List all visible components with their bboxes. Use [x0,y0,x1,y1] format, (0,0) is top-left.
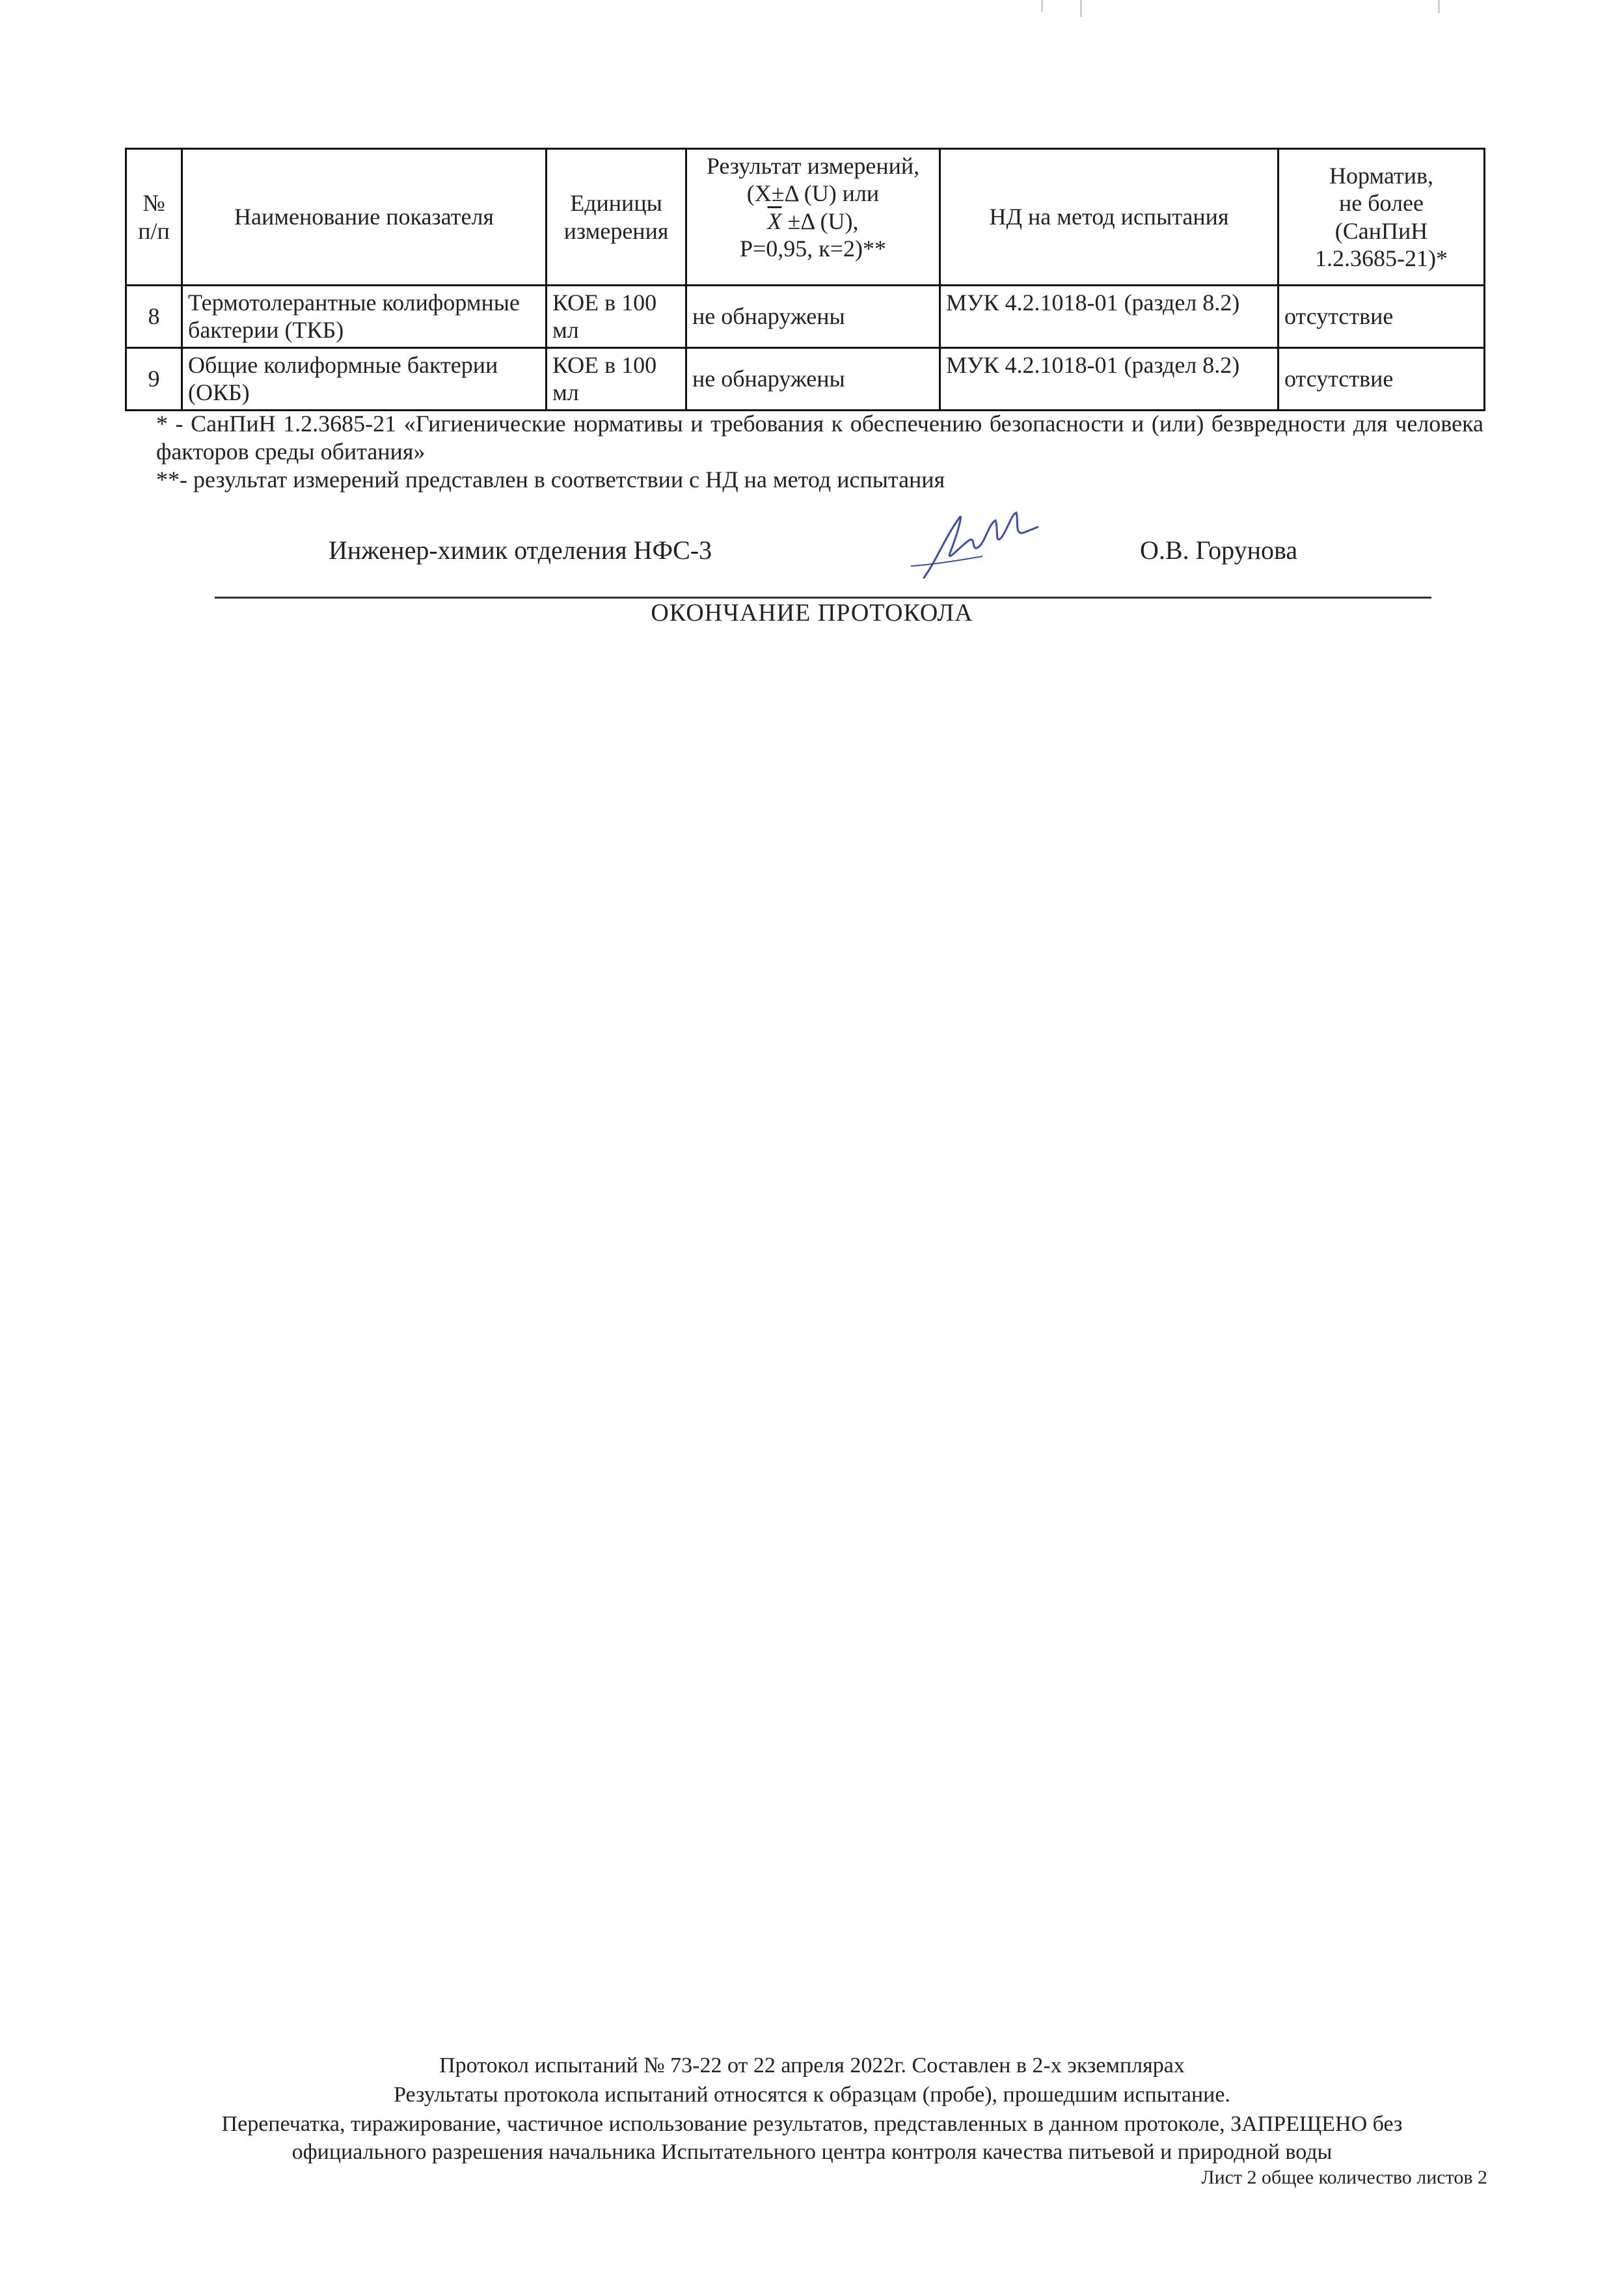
row-method: МУК 4.2.1018-01 (раздел 8.2) [940,286,1279,348]
results-table [125,148,1485,411]
header-method: НД на метод испытания [940,149,1279,286]
header-result-line2: (Х±Δ (U) или [746,180,880,207]
header-result-line1: Результат измерений, [706,153,920,179]
footer-permission-line: официального разрешения начальника Испытательного центра контроля качества питьевой и природной воды [291,2140,1333,2164]
footer-results-note: Результаты протокола испытаний относятся к образцам (пробе), прошедшим испытание. [394,2083,1230,2107]
header-norm-line1: Норматив, [1329,162,1434,189]
header-norm [1279,149,1485,286]
scan-mark [1041,0,1043,12]
x-bar-symbol: $\overline{X}$ [767,208,782,234]
header-result-line4: P=0,95, к=2)** [739,236,887,262]
table-header-row [126,149,1485,286]
row-name: Общие колиформные бактерии (ОКБ) [182,347,547,410]
row-result: не обнаружены [686,286,940,348]
footer-copy-warning: Перепечатка, тиражирование, частичное использование результатов, представленных в данном протоколе, ЗАПРЕЩЕНО без [221,2112,1403,2136]
header-norm-line4: 1.2.3685-21)* [1315,245,1448,271]
footnote-sanpin: * - СанПиН 1.2.3685-21 «Гигиенические нормативы и требования к обеспечению безопасности и (или) безвредности для человека факторов среды обитания» [156,411,1483,465]
header-num: № п/п [126,149,182,286]
row-num: 8 [126,286,182,348]
footnote-result: **- результат измерений представлен в соответствии с НД на метод испытания [156,467,945,493]
row-result: не обнаружены [686,347,940,410]
row-num: 9 [126,347,182,410]
end-of-protocol-title: ОКОНЧАНИЕ ПРОТОКОЛА [651,599,973,627]
handwritten-signature [898,501,1048,586]
header-norm-line3: (СанПиН [1334,217,1428,244]
header-units: Единицы измерения [547,149,686,286]
header-result-line3 [692,208,934,235]
row-norm: отсутствие [1279,347,1485,410]
footnotes [156,410,1483,494]
signer-name: О.В. Горунова [1140,535,1298,565]
row-name: Термотолерантные колиформные бактерии (ТКБ) [182,286,547,348]
row-method: МУК 4.2.1018-01 (раздел 8.2) [940,347,1279,410]
header-result [686,149,940,286]
table-row [126,286,1485,348]
header-result-line3-rest: ±Δ (U), [781,208,859,234]
table-row [126,347,1485,410]
scan-mark [1438,0,1440,13]
header-name: Наименование показателя [182,149,547,286]
footer-protocol-line: Протокол испытаний № 73-22 от 22 апреля 2022г. Составлен в 2-х экземплярах [439,2053,1185,2078]
header-norm-line2: не более [1338,190,1424,217]
scan-mark [1080,0,1082,17]
row-units: КОЕ в 100 мл [547,347,686,410]
signer-position: Инженер-химик отделения НФС-3 [329,535,712,565]
sheet-count: Лист 2 общее количество листов 2 [1201,2167,1487,2188]
row-units: КОЕ в 100 мл [547,286,686,348]
row-norm: отсутствие [1279,286,1485,348]
